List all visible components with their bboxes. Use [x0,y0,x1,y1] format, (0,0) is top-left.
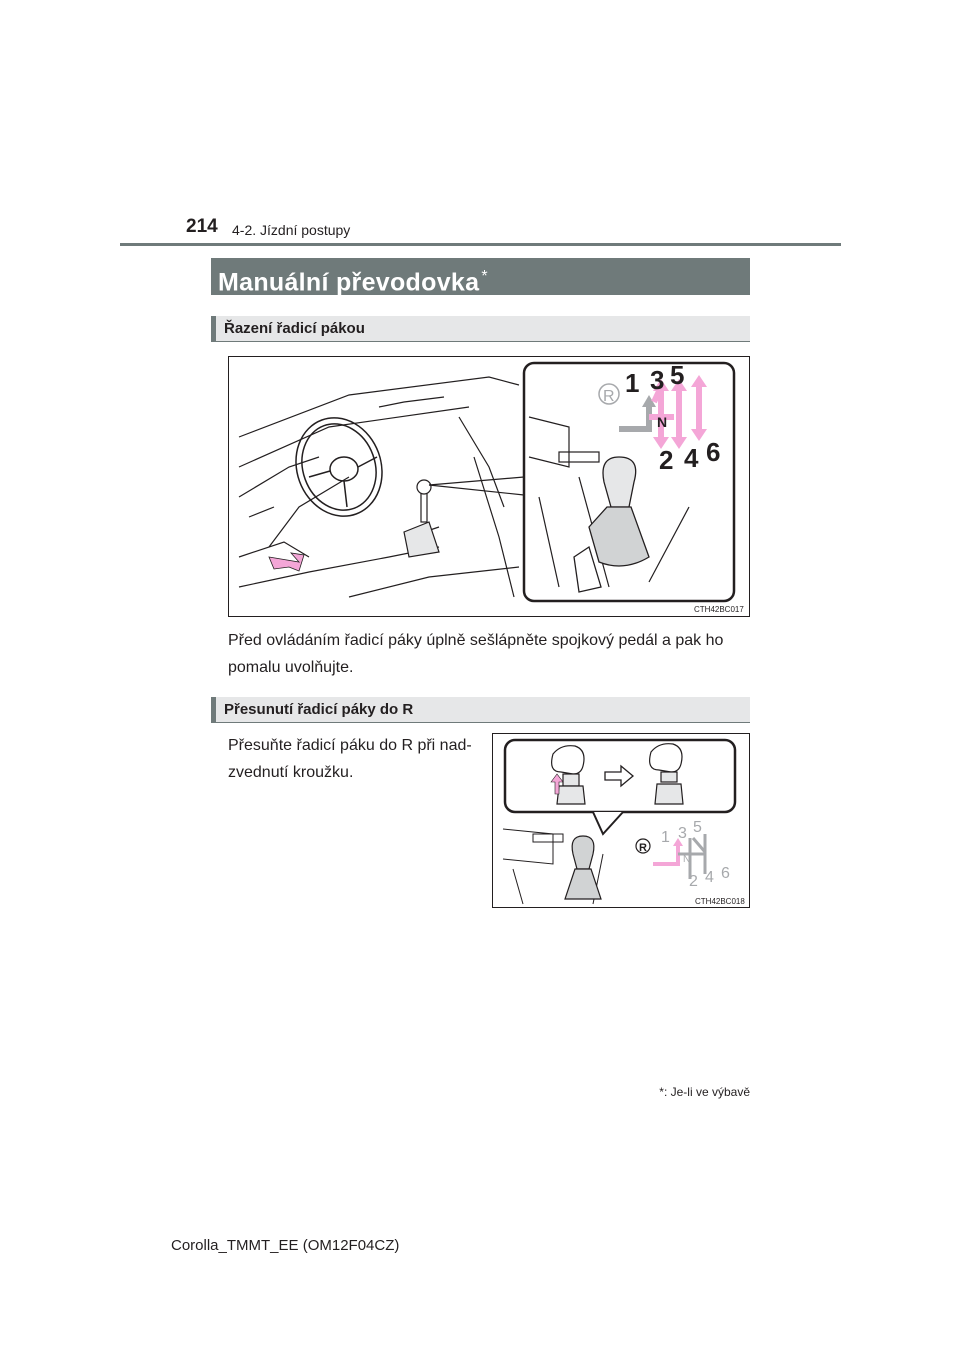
callout-line-lower [429,485,524,495]
gear-label-n: N [657,414,668,430]
gear-label-2: 2 [659,445,674,475]
page-number: 214 [186,216,218,237]
paragraph-reverse: Přesuňte řadicí páku do R při nad-zvednutí kroužku. [228,737,472,781]
asterisk-icon: * [481,268,488,285]
section-heading-reverse: Přesunutí řadicí páky do R [211,697,750,723]
section-heading-shifting: Řazení řadicí pákou [211,316,750,342]
gear-lever-small-icon [404,480,439,557]
gear-label-5: 5 [670,360,685,390]
gear-label-4-small: 4 [705,869,714,886]
gear-label-1: 1 [625,368,640,398]
clutch-pedal-arrow-icon [269,553,304,571]
shift-lever-illustration [229,357,749,616]
gear-label-r: R [603,388,615,405]
figure-code-2: CTH42BC018 [695,897,745,906]
gear-label-3: 3 [650,365,665,395]
gear-label-3-small: 3 [678,825,687,842]
reverse-illustration [493,734,749,907]
paragraph-shifting: Před ovládáním řadicí páky úplně sešlápněte spojkový pedál a pak ho pomalu uvolňujte. [228,632,724,676]
footer-model-code: Corolla_TMMT_EE (OM12F04CZ) [171,1237,400,1254]
gear-label-5-small: 5 [693,819,702,836]
figure-reverse [492,733,750,908]
gear-label-6: 6 [706,437,721,467]
steering-wheel-icon [282,406,395,529]
gear-pattern-small [636,819,730,890]
page-title-text: Manuální převodovka [218,268,480,297]
gear-label-6-small: 6 [721,865,730,882]
footnote-text: : Je-li ve výbavě [663,1085,750,1099]
callout-line [429,477,524,485]
gear-label-r-small: R [639,842,647,854]
page-title [211,258,750,295]
callout-pointer [593,812,623,834]
gear-label-4: 4 [684,443,699,473]
gear-label-2-small: 2 [689,873,698,890]
figure-code: CTH42BC017 [694,605,744,614]
header-rule [120,243,841,246]
gear-label-n-small: N [683,854,691,865]
footnote-symbol: * [659,1085,664,1099]
gear-knob-small-icon [565,836,601,899]
figure-shift-lever [228,356,750,617]
gear-label-1-small: 1 [661,829,670,846]
section-label: 4-2. Jízdní postupy [232,222,351,238]
footnote [600,1084,750,1100]
